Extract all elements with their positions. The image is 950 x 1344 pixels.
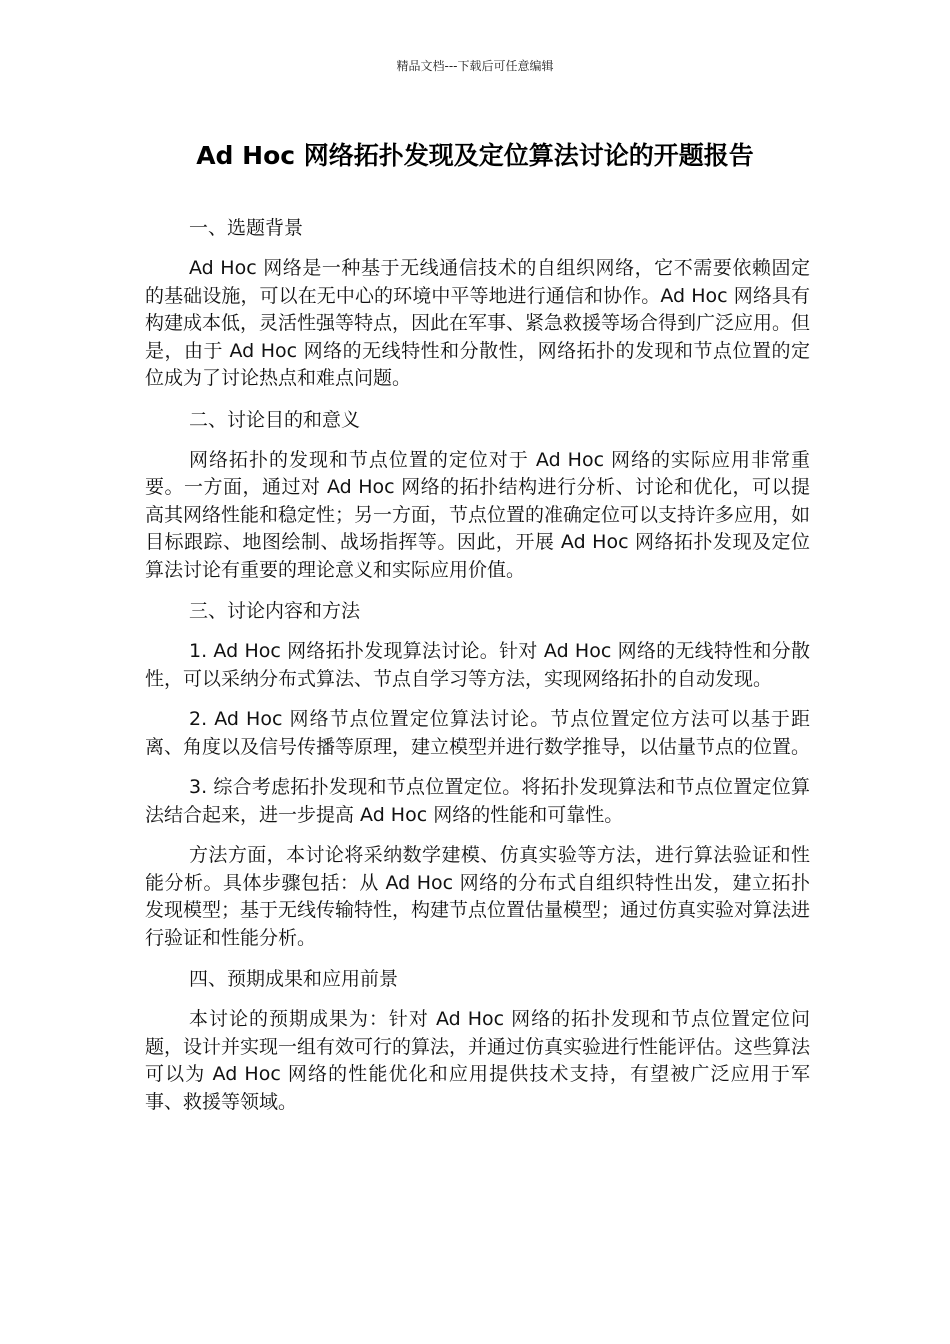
paragraph: 方法方面，本讨论将采纳数学建模、仿真实验等方法，进行算法验证和性能分析。具体步骤包括：从 Ad Hoc 网络的分布式自组织特性出发，建立拓扑发现模型；基于无线传输特性，构建节点位置估量模型；通过仿真实验对算法进行验证和性能分析。 [145,844,811,949]
section-heading: 一、选题背景 [189,217,304,239]
section-purpose [145,406,810,585]
paragraph: 本讨论的预期成果为：针对 Ad Hoc 网络的拓扑发现和节点位置定位问题，设计并实现一组有效可行的算法，并通过仿真实验进行性能评估。这些算法可以为 Ad Hoc 网络的性能优化和应用提供技术支持，有望被广泛应用于军事、救援等领域。 [145,1008,811,1113]
paragraph: 2. Ad Hoc 网络节点位置定位算法讨论。节点位置定位方法可以基于距离、角度以及信号传播等原理，建立模型并进行数学推导，以估量节点的位置。 [145,708,811,758]
section-heading: 三、讨论内容和方法 [189,600,361,622]
document-body [145,214,810,1129]
section-content-methods [145,597,810,952]
section-heading: 二、讨论目的和意义 [189,408,361,431]
section-expected-results [145,965,810,1116]
page-header-note: 精品文档---下载后可任意编辑 [396,59,554,73]
paragraph: 3. 综合考虑拓扑发现和节点位置定位。将拓扑发现算法和节点位置定位算法结合起来，进一步提高 Ad Hoc 网络的性能和可靠性。 [145,776,810,826]
document-title: Ad Hoc 网络拓扑发现及定位算法讨论的开题报告 [196,141,754,170]
section-heading: 四、预期成果和应用前景 [189,968,399,990]
paragraph: 网络拓扑的发现和节点位置的定位对于 Ad Hoc 网络的实际应用非常重要。一方面，通过对 Ad Hoc 网络的拓扑结构进行分析、讨论和优化，可以提高其网络性能和稳定性；另一方面，节点位置的准确定位可以支持许多应用，如目标跟踪、地图绘制、战场指挥等。因此，开展 Ad Hoc 网络拓扑发现及定位算法讨论有重要的理论意义和实际应用价值。 [145,448,811,581]
paragraph: Ad Hoc 网络是一种基于无线通信技术的自组织网络，它不需要依赖固定的基础设施，可以在无中心的环境中平等地进行通信和协作。Ad Hoc 网络具有构建成本低，灵活性强等特点，因此在军事、紧急救援等场合得到广泛应用。但是，由于 Ad Hoc 网络的无线特性和分散性，网络拓扑的发现和节点位置的定位成为了讨论热点和难点问题。 [145,257,811,389]
paragraph: 1. Ad Hoc 网络拓扑发现算法讨论。针对 Ad Hoc 网络的无线特性和分散性，可以采纳分布式算法、节点自学习等方法，实现网络拓扑的自动发现。 [145,640,810,690]
section-background [145,214,810,393]
